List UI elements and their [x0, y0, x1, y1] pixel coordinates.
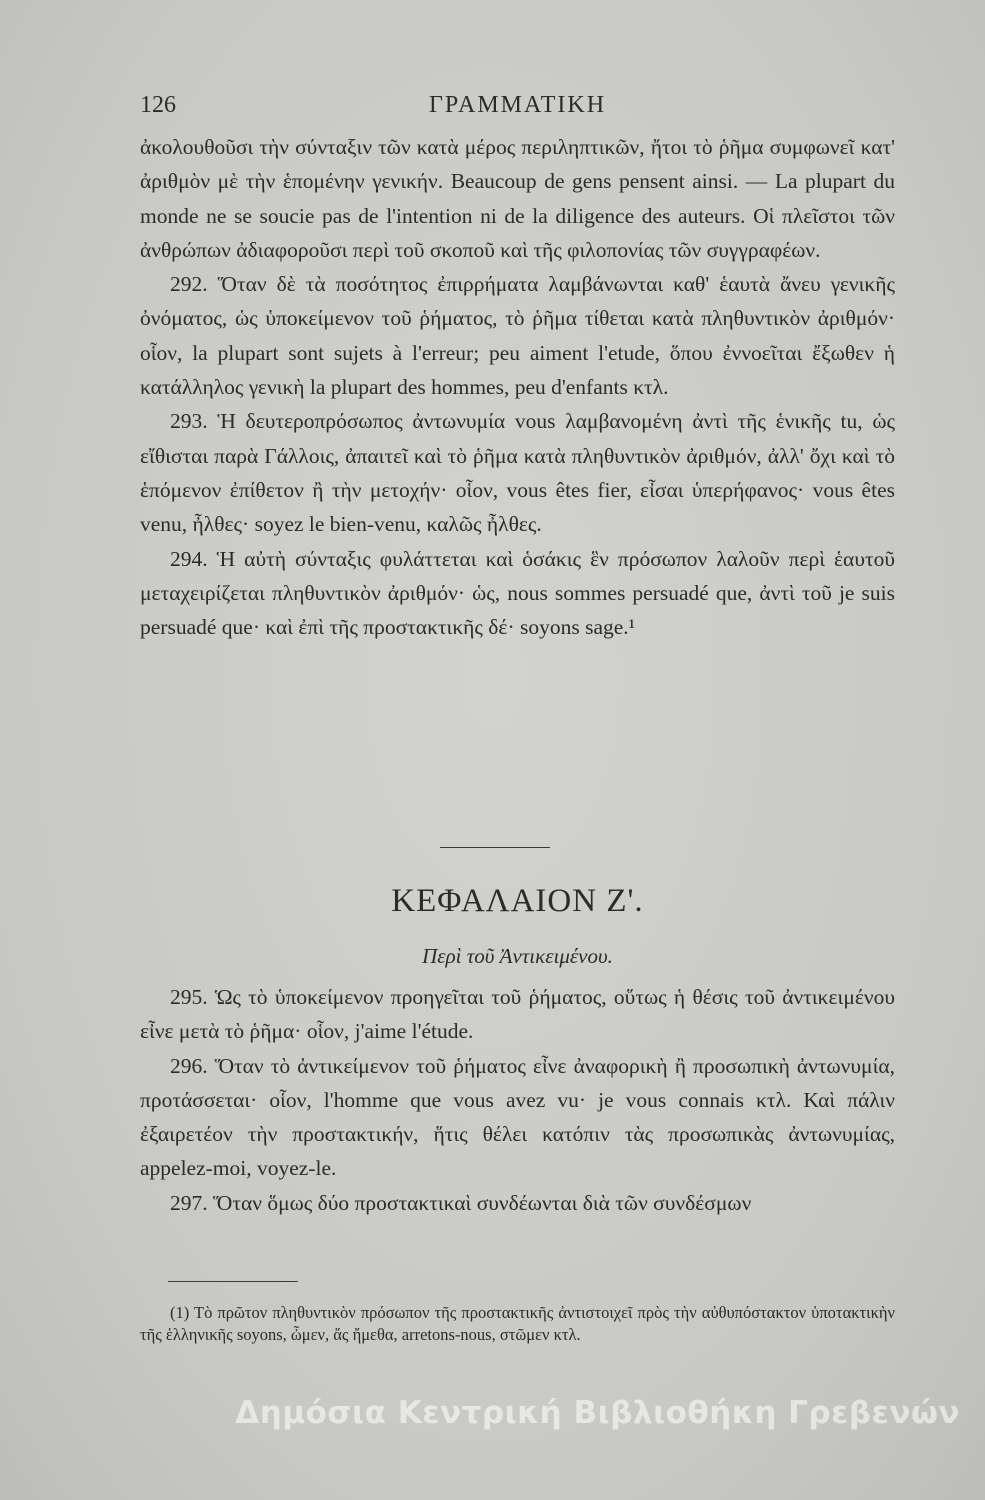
running-head: ΓΡΑΜΜΑΤΙΚΗ — [428, 92, 607, 118]
main-text — [140, 130, 895, 644]
chapter-subtitle: Περὶ τοῦ Ἀντικειμένου. — [422, 944, 613, 968]
footnote-text: (1) Τὸ πρῶτον πληθυντικὸν πρόσωπον τῆς προστακτικῆς ἀντιστοιχεῖ πρὸς τὴν αὐθυπόστακτον ὑποτακτικὴν τῆς ἑλληνικῆς soyons, ὦμεν, ἄς ἤμεθα, arretons-nous, στῶμεν κτλ. — [140, 1303, 895, 1344]
paragraph-296: 296. Ὅταν τὸ ἀντικείμενον τοῦ ῥήματος εἶνε ἀναφορικὴ ἢ προσωπικὴ ἀντωνυμία, προτάσσεται· οἷον, l'homme que vous avez vu· je vous connais κτλ. Καὶ πάλιν ἐξαιρετέον τὴν προστακτικήν, ἥτις θέλει κατόπιν τὰς προσωπικὰς ἀντωνυμίας, appelez-moi, voyez-le. — [140, 1053, 895, 1181]
footnote-divider — [168, 1281, 298, 1282]
page-number: 126 — [140, 92, 176, 118]
library-watermark: Δημόσια Κεντρική Βιβλιοθήκη Γρεβενών — [235, 1395, 960, 1431]
paragraph-294: 294. Ἡ αὐτὴ σύνταξις φυλάττεται καὶ ὁσάκις ἓν πρόσωπον λαλοῦν περὶ ἑαυτοῦ μεταχειρίζεται πληθυντικὸν ἀριθμόν· ὡς, nous sommes persuadé que, ἀντὶ τοῦ je suis persuadé que· καὶ ἐπὶ τῆς προστακτικῆς δέ· soyons sage.¹ — [140, 546, 895, 640]
paragraph-293: 293. Ἡ δευτεροπρόσωπος ἀντωνυμία vous λαμβανομένη ἀντὶ τῆς ἑνικῆς tu, ὡς εἴθισται παρὰ Γάλλοις, ἀπαιτεῖ καὶ τὸ ῥῆμα κατὰ πληθυντικὸν ἀριθμόν, ἀλλ' ὄχι καὶ τὸ ἑπόμενον ἐπίθετον ἢ τὴν μετοχήν· οἷον, vous êtes fier, εἶσαι ὑπερήφανος· vous êtes venu, ἦλθες· soyez le bien-venu, καλῶς ἦλθες. — [140, 409, 895, 537]
paragraph-297: 297. Ὅταν ὅμως δύο προστακτικαὶ συνδέωνται διὰ τῶν συνδέσμων — [170, 1190, 752, 1215]
footnote — [140, 1302, 895, 1346]
section-divider — [440, 847, 550, 848]
page-header — [140, 92, 895, 122]
chapter-text — [140, 980, 895, 1220]
paragraph-295: 295. Ὡς τὸ ὑποκείμενον προηγεῖται τοῦ ῥήματος, οὕτως ἡ θέσις τοῦ ἀντικειμένου εἶνε μετὰ τὸ ῥῆμα· οἷον, j'aime l'étude. — [140, 985, 895, 1044]
chapter-title: ΚΕΦΑΛΑΙΟΝ Ζ'. — [391, 883, 644, 919]
paragraph-292: 292. Ὅταν δὲ τὰ ποσότητος ἐπιρρήματα λαμβάνωνται καθ' ἑαυτὰ ἄνευ γενικῆς ὀνόματος, ὡς ὑποκείμενον τοῦ ῥήματος, τὸ ῥῆμα τίθεται κατὰ πληθυντικὸν ἀριθμόν· οἷον, la plupart sont sujets à l'erreur; peu aiment l'etude, ὅπου ἐννοεῖται ἔξωθεν ἡ κατάλληλος γενικὴ la plupart des hommes, peu d'enfants κτλ. — [140, 272, 895, 400]
paragraph-intro: ἀκολουθοῦσι τὴν σύνταξιν τῶν κατὰ μέρος περιληπτικῶν, ἤτοι τὸ ῥῆμα συμφωνεῖ κατ' ἀριθμὸν μὲ τὴν ἑπομένην γενικήν. Beaucoup de gens pensent ainsi. — La plupart du monde ne se soucie pas de l'intention ni de la diligence des auteurs. Οἱ πλεῖστοι τῶν ἀνθρώπων ἀδιαφοροῦσι περὶ τοῦ σκοποῦ καὶ τῆς φιλοπονίας τῶν συγγραφέων. — [140, 135, 895, 262]
